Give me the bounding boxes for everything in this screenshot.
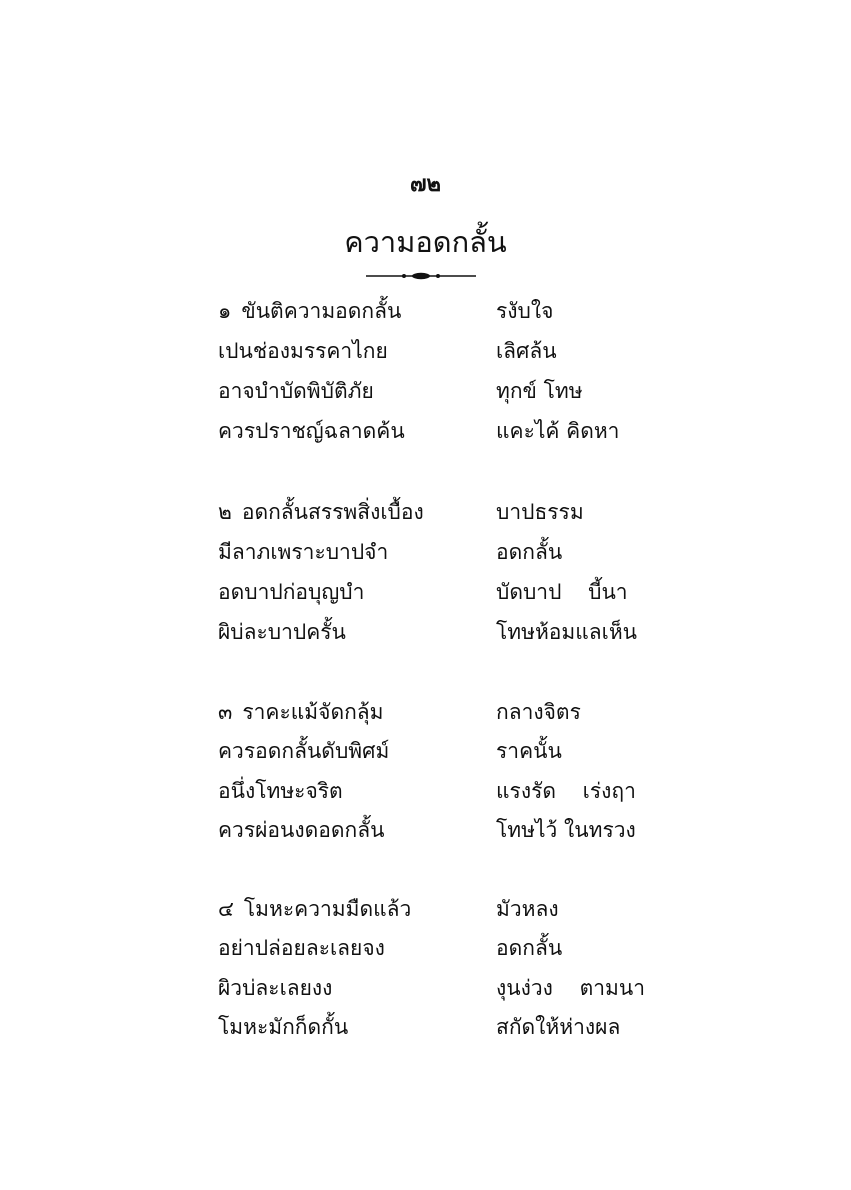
stanza-3-line-1-left <box>218 697 384 727</box>
stanza-3-line-4-left: ควรผ่อนงดอดกลั้น <box>218 818 385 842</box>
stanza-4-line-2-left: อย่าปล่อยละเลยจง <box>218 936 385 960</box>
stanza-2-line-4-right: โทษห้อมแลเห็น <box>496 620 638 644</box>
stanza-1-number: ๑ <box>218 299 232 323</box>
stanza-3-line-1-right: กลางจิตร <box>496 700 581 724</box>
stanza-1-line-2-right: เลิศล้น <box>496 339 557 363</box>
stanza-3-number: ๓ <box>218 700 233 724</box>
stanza-1-line-3-right: ทุกข์ โทษ <box>496 379 583 403</box>
stanza-2-line-1-right: บาปธรรม <box>496 500 584 524</box>
verse-text: โมหะความมืดแล้ว <box>243 897 412 921</box>
stanza-2-line-3-left: อดบาปก่อบุญบำ <box>218 580 365 604</box>
verse-text: ราคะแม้จัดกลุ้ม <box>242 700 384 724</box>
stanza-3-line-2-left: ควรอดกลั้นดับพิศม์ <box>218 739 390 763</box>
stanza-2-number: ๒ <box>218 500 232 524</box>
stanza-4-line-3-left: ผิวบ่ละเลยงง <box>218 976 333 1000</box>
stanza-1-line-2-left: เปนช่องมรรคาไกย <box>218 339 388 363</box>
verse-text: อดกลั้นสรรพสิ่งเบื้อง <box>241 500 424 524</box>
stanza-1-line-4-left: ควรปราชญ์ฉลาดค้น <box>218 419 405 443</box>
stanza-4-line-3-right: งุนง่วง ตามนา <box>496 976 646 1000</box>
stanza-1-line-4-right: แคะไค้ คิดหา <box>496 419 620 443</box>
stanza-4-number: ๔ <box>218 897 234 921</box>
stanza-4-line-2-right: อดกลั้น <box>496 936 563 960</box>
stanza-4-line-4-right: สกัดให้ห่างผล <box>496 1015 621 1039</box>
stanza-1-line-3-left: อาจบำบัดพิบัติภัย <box>218 379 374 403</box>
ornamental-divider-icon <box>366 269 476 283</box>
verse-text: ขันติความอดกลั้น <box>241 299 402 323</box>
stanza-2-line-2-right: อดกลั้น <box>496 540 563 564</box>
stanza-3-line-2-right: ราคนั้น <box>496 739 562 763</box>
stanza-1-line-1-left <box>218 296 401 326</box>
stanza-2-line-3-right: บัดบาป บี้นา <box>496 580 628 604</box>
stanza-4-line-1-left <box>218 894 411 924</box>
stanza-3-line-3-left: อนึ่งโทษะจริต <box>218 779 343 803</box>
stanza-4-line-1-right: มัวหลง <box>496 897 559 921</box>
stanza-1-line-1-right: รงับใจ <box>496 299 554 323</box>
stanza-2-line-1-left <box>218 497 424 527</box>
page-number: ๗๒ <box>409 172 442 197</box>
stanza-3-line-3-right: แรงรัด เร่งฤา <box>496 779 636 803</box>
stanza-2-line-2-left: มีลาภเพราะบาปจำ <box>218 540 389 564</box>
page-title: ความอดกลั้น <box>344 225 507 259</box>
stanza-2-line-4-left: ผิบ่ละบาปครั้น <box>218 620 346 644</box>
stanza-3-line-4-right: โทษไว้ ในทรวง <box>496 818 636 842</box>
stanza-4-line-4-left: โมหะมักก็ดกั้น <box>218 1015 349 1039</box>
